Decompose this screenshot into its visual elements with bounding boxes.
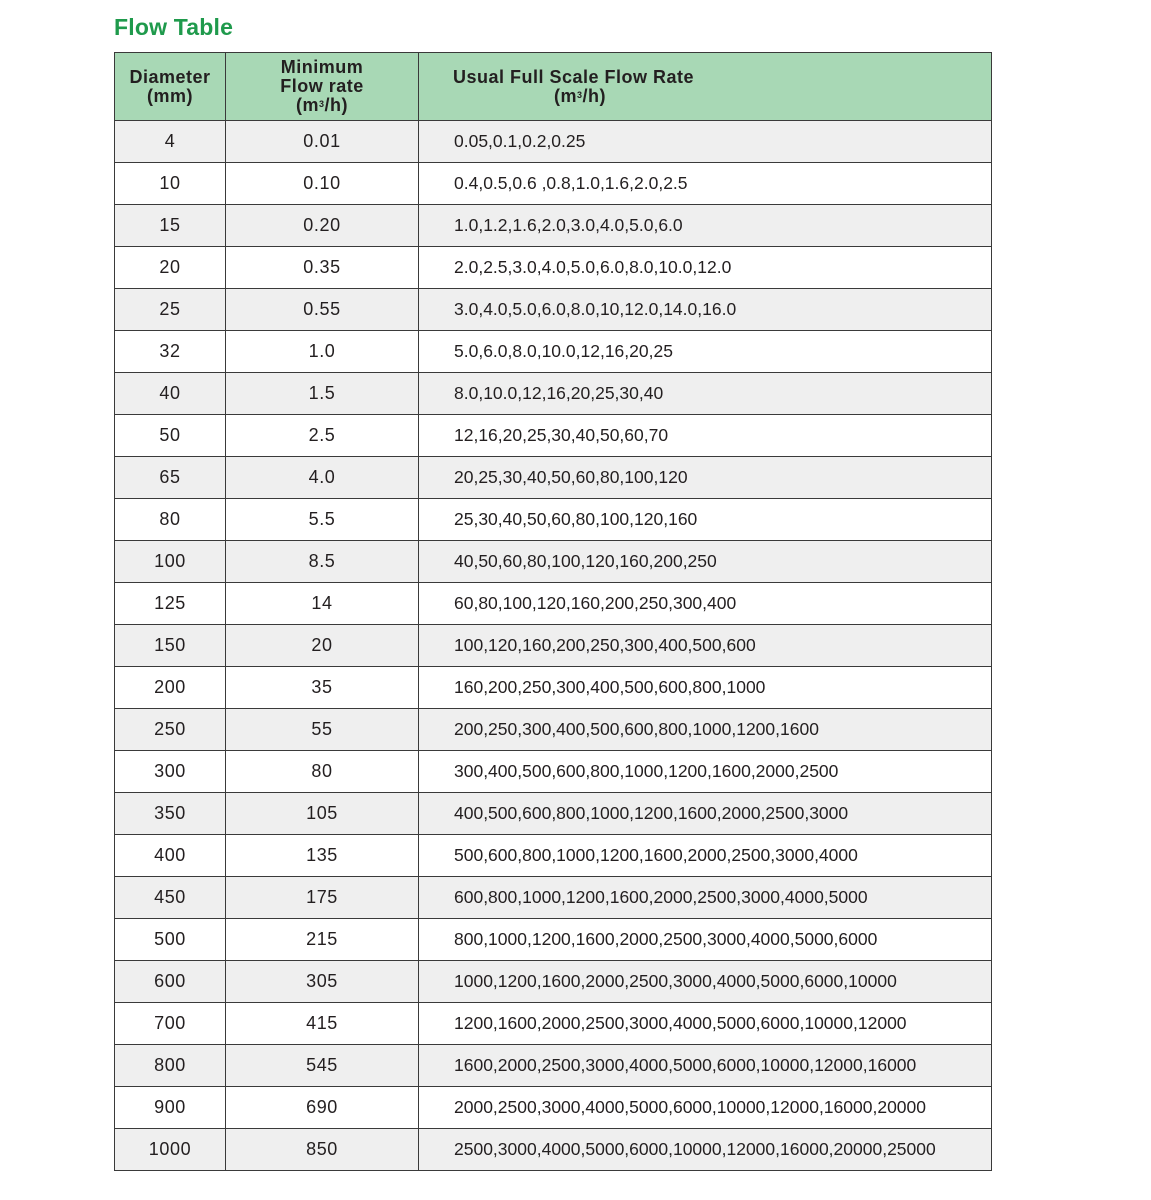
cell-diameter: 25 xyxy=(115,289,226,331)
table-row xyxy=(115,751,992,793)
cell-diameter: 250 xyxy=(115,709,226,751)
table-header xyxy=(115,53,992,121)
header-diameter-label: Diameter xyxy=(129,66,211,87)
cell-full-scale-rates: 60,80,100,120,160,200,250,300,400 xyxy=(419,583,992,625)
cell-full-scale-rates: 100,120,160,200,250,300,400,500,600 xyxy=(419,625,992,667)
flow-table xyxy=(114,52,992,1171)
cell-full-scale-rates: 600,800,1000,1200,1600,2000,2500,3000,4000,5000 xyxy=(419,877,992,919)
cell-full-scale-rates: 800,1000,1200,1600,2000,2500,3000,4000,5000,6000 xyxy=(419,919,992,961)
cell-min-flow: 35 xyxy=(226,667,419,709)
table-row xyxy=(115,835,992,877)
cell-min-flow: 0.55 xyxy=(226,289,419,331)
table-row xyxy=(115,1045,992,1087)
cell-diameter: 800 xyxy=(115,1045,226,1087)
cell-min-flow: 690 xyxy=(226,1087,419,1129)
cell-min-flow: 305 xyxy=(226,961,419,1003)
cell-min-flow: 55 xyxy=(226,709,419,751)
cell-diameter: 400 xyxy=(115,835,226,877)
cell-diameter: 300 xyxy=(115,751,226,793)
cell-min-flow: 0.35 xyxy=(226,247,419,289)
table-row xyxy=(115,541,992,583)
cell-diameter: 500 xyxy=(115,919,226,961)
header-diameter xyxy=(115,53,226,121)
cell-full-scale-rates: 20,25,30,40,50,60,80,100,120 xyxy=(419,457,992,499)
cell-min-flow: 80 xyxy=(226,751,419,793)
cell-min-flow: 850 xyxy=(226,1129,419,1171)
cell-full-scale-rates: 1200,1600,2000,2500,3000,4000,5000,6000,10000,12000 xyxy=(419,1003,992,1045)
table-row xyxy=(115,415,992,457)
unit-prefix: (m xyxy=(295,95,319,115)
cell-diameter: 80 xyxy=(115,499,226,541)
table-row xyxy=(115,919,992,961)
cell-full-scale-rates: 200,250,300,400,500,600,800,1000,1200,1600 xyxy=(419,709,992,751)
unit-suffix: /h) xyxy=(582,85,607,106)
cell-full-scale-rates: 12,16,20,25,30,40,50,60,70 xyxy=(419,415,992,457)
cell-min-flow: 4.0 xyxy=(226,457,419,499)
table-row xyxy=(115,1129,992,1171)
cell-min-flow: 5.5 xyxy=(226,499,419,541)
table-row xyxy=(115,205,992,247)
cell-full-scale-rates: 1600,2000,2500,3000,4000,5000,6000,10000,12000,16000 xyxy=(419,1045,992,1087)
table-row xyxy=(115,583,992,625)
cell-diameter: 350 xyxy=(115,793,226,835)
cell-min-flow: 135 xyxy=(226,835,419,877)
cell-min-flow: 0.01 xyxy=(226,121,419,163)
header-row xyxy=(115,53,992,121)
header-min-flow xyxy=(226,53,419,121)
cell-diameter: 15 xyxy=(115,205,226,247)
unit-superscript: 3 xyxy=(318,99,325,109)
cell-full-scale-rates: 3.0,4.0,5.0,6.0,8.0,10,12.0,14.0,16.0 xyxy=(419,289,992,331)
cell-diameter: 200 xyxy=(115,667,226,709)
cell-min-flow: 415 xyxy=(226,1003,419,1045)
table-row xyxy=(115,667,992,709)
cell-min-flow: 20 xyxy=(226,625,419,667)
cell-min-flow: 0.10 xyxy=(226,163,419,205)
cell-full-scale-rates: 2000,2500,3000,4000,5000,6000,10000,12000,16000,20000 xyxy=(419,1087,992,1129)
cell-full-scale-rates: 1000,1200,1600,2000,2500,3000,4000,5000,6000,10000 xyxy=(419,961,992,1003)
cell-full-scale-rates: 400,500,600,800,1000,1200,1600,2000,2500,3000 xyxy=(419,793,992,835)
table-row xyxy=(115,289,992,331)
header-min-flow-unit xyxy=(226,96,418,115)
cell-diameter: 32 xyxy=(115,331,226,373)
cell-full-scale-rates: 160,200,250,300,400,500,600,800,1000 xyxy=(419,667,992,709)
table-row xyxy=(115,625,992,667)
header-full-scale-unit xyxy=(453,87,991,106)
cell-min-flow: 0.20 xyxy=(226,205,419,247)
cell-diameter: 50 xyxy=(115,415,226,457)
cell-min-flow: 1.0 xyxy=(226,331,419,373)
cell-diameter: 1000 xyxy=(115,1129,226,1171)
cell-diameter: 100 xyxy=(115,541,226,583)
cell-diameter: 10 xyxy=(115,163,226,205)
cell-diameter: 4 xyxy=(115,121,226,163)
table-row xyxy=(115,163,992,205)
table-row xyxy=(115,961,992,1003)
header-full-scale-label: Usual Full Scale Flow Rate xyxy=(453,66,695,87)
cell-diameter: 450 xyxy=(115,877,226,919)
cell-full-scale-rates: 300,400,500,600,800,1000,1200,1600,2000,2500 xyxy=(419,751,992,793)
header-diameter-unit: (mm) xyxy=(147,85,193,106)
cell-min-flow: 14 xyxy=(226,583,419,625)
cell-diameter: 125 xyxy=(115,583,226,625)
table-row xyxy=(115,793,992,835)
table-row xyxy=(115,877,992,919)
cell-diameter: 700 xyxy=(115,1003,226,1045)
unit-suffix: /h) xyxy=(324,95,348,115)
table-row xyxy=(115,709,992,751)
cell-diameter: 600 xyxy=(115,961,226,1003)
table-body xyxy=(115,121,992,1171)
cell-min-flow: 105 xyxy=(226,793,419,835)
cell-min-flow: 175 xyxy=(226,877,419,919)
cell-full-scale-rates: 2.0,2.5,3.0,4.0,5.0,6.0,8.0,10.0,12.0 xyxy=(419,247,992,289)
table-row xyxy=(115,457,992,499)
cell-min-flow: 2.5 xyxy=(226,415,419,457)
header-min-flow-label-1: Minimum xyxy=(280,57,364,77)
cell-full-scale-rates: 500,600,800,1000,1200,1600,2000,2500,3000,4000 xyxy=(419,835,992,877)
cell-diameter: 65 xyxy=(115,457,226,499)
table-row xyxy=(115,1003,992,1045)
cell-full-scale-rates: 25,30,40,50,60,80,100,120,160 xyxy=(419,499,992,541)
cell-min-flow: 8.5 xyxy=(226,541,419,583)
cell-diameter: 20 xyxy=(115,247,226,289)
table-row xyxy=(115,373,992,415)
cell-min-flow: 545 xyxy=(226,1045,419,1087)
cell-full-scale-rates: 1.0,1.2,1.6,2.0,3.0,4.0,5.0,6.0 xyxy=(419,205,992,247)
cell-full-scale-rates: 40,50,60,80,100,120,160,200,250 xyxy=(419,541,992,583)
cell-full-scale-rates: 2500,3000,4000,5000,6000,10000,12000,16000,20000,25000 xyxy=(419,1129,992,1171)
header-full-scale xyxy=(419,53,992,121)
table-row xyxy=(115,499,992,541)
table-row xyxy=(115,331,992,373)
cell-diameter: 900 xyxy=(115,1087,226,1129)
cell-full-scale-rates: 0.05,0.1,0.2,0.25 xyxy=(419,121,992,163)
cell-full-scale-rates: 0.4,0.5,0.6 ,0.8,1.0,1.6,2.0,2.5 xyxy=(419,163,992,205)
table-row xyxy=(115,1087,992,1129)
header-min-flow-label-2: Flow rate xyxy=(280,76,364,96)
page-title: Flow Table xyxy=(114,14,234,40)
cell-diameter: 40 xyxy=(115,373,226,415)
cell-full-scale-rates: 8.0,10.0,12,16,20,25,30,40 xyxy=(419,373,992,415)
cell-full-scale-rates: 5.0,6.0,8.0,10.0,12,16,20,25 xyxy=(419,331,992,373)
unit-superscript: 3 xyxy=(577,89,583,100)
cell-min-flow: 1.5 xyxy=(226,373,419,415)
unit-prefix: (m xyxy=(554,85,577,106)
cell-min-flow: 215 xyxy=(226,919,419,961)
table-row xyxy=(115,247,992,289)
cell-diameter: 150 xyxy=(115,625,226,667)
table-row xyxy=(115,121,992,163)
